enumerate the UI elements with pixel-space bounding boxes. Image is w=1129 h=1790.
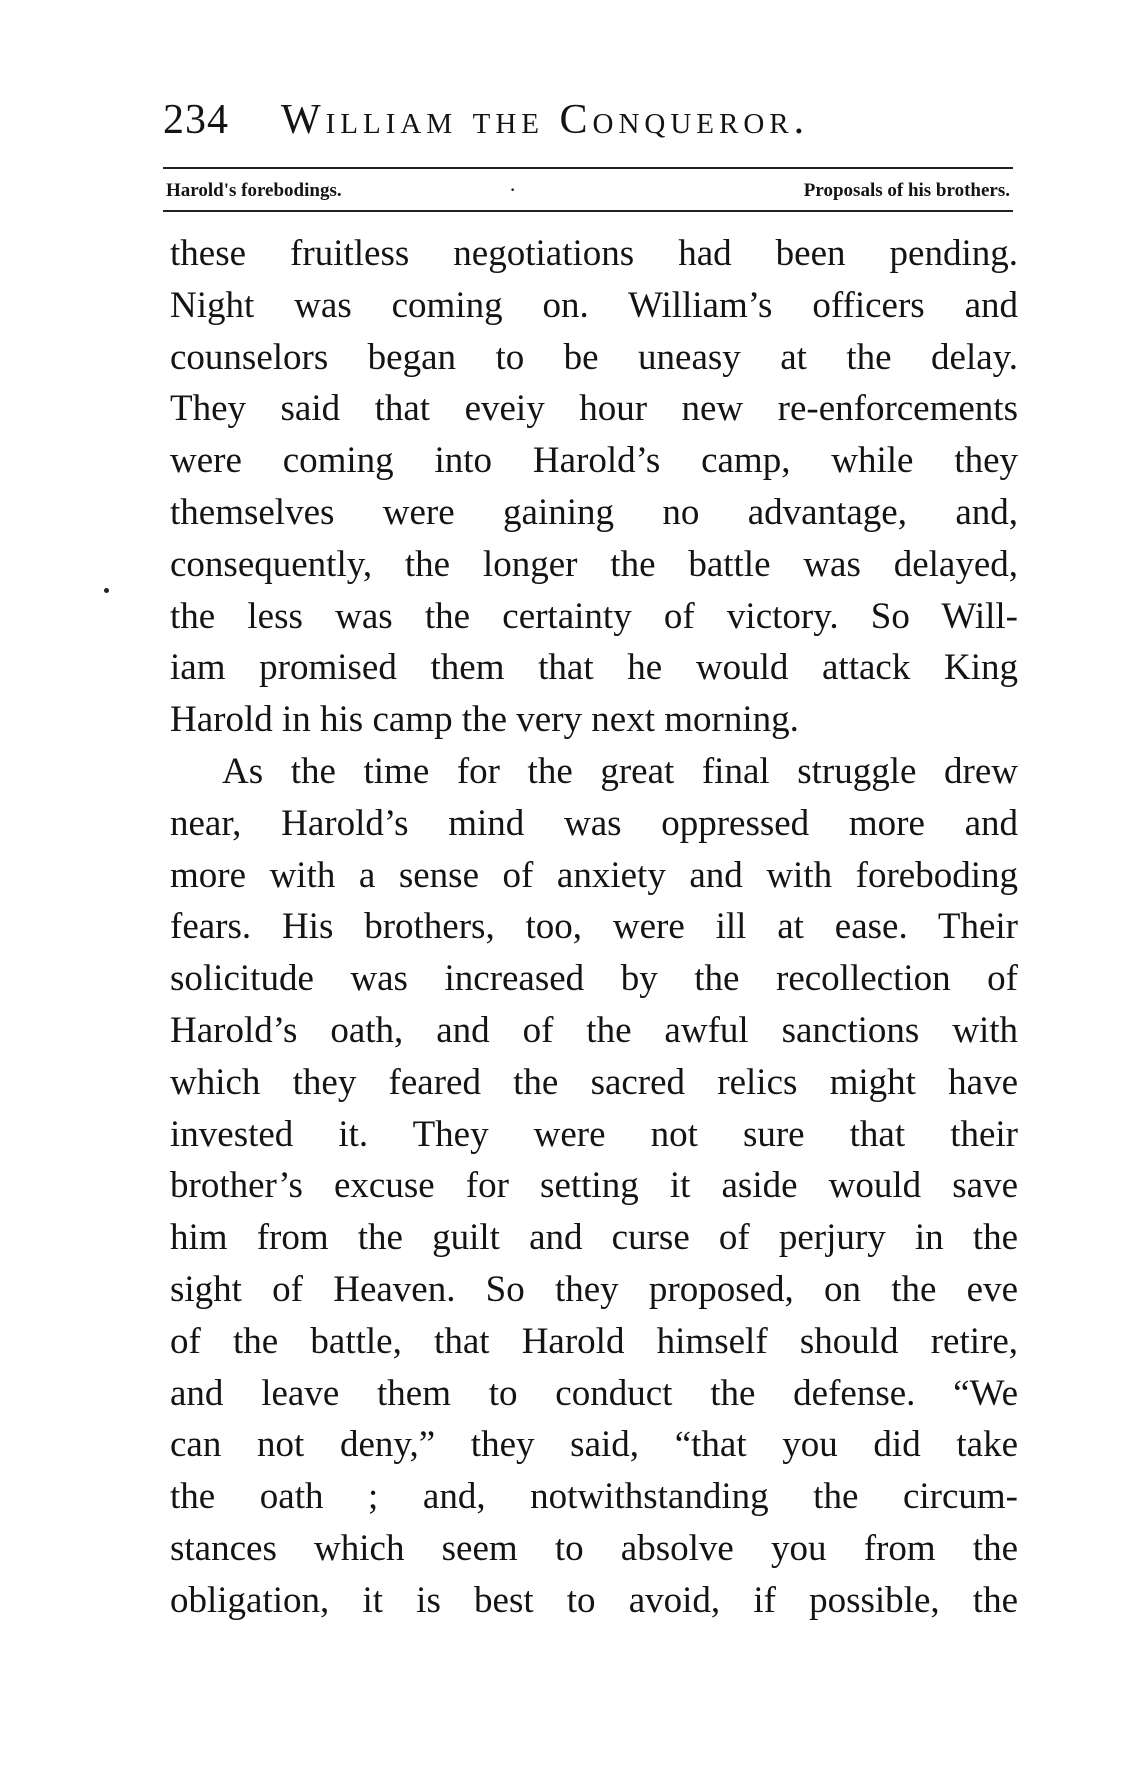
paragraph-2 (170, 746, 1018, 1627)
text-line: fears. His brothers, too, were ill at ease. Their (170, 906, 1018, 948)
text-line: more with a sense of anxiety and with foreboding (170, 854, 1018, 896)
text-line: the oath ; and, notwithstanding the circum- (170, 1476, 1018, 1518)
center-mark: · (510, 182, 516, 199)
text-line: obligation, it is best to avoid, if possible, the (170, 1579, 1018, 1621)
page-number: 234 (163, 97, 229, 143)
text-line: can not deny,” they said, “that you did take (170, 1424, 1018, 1466)
text-line: were coming into Harold’s camp, while they (170, 440, 1018, 482)
text-line: Harold in his camp the very next morning. (170, 699, 799, 741)
text-line: iam promised them that he would attack King (170, 647, 1018, 689)
running-head (163, 96, 1023, 152)
body-text (170, 228, 1018, 1627)
topic-bar (166, 176, 1010, 206)
text-line: As the time for the great final struggle drew (222, 750, 1018, 792)
text-line: Night was coming on. William’s officers and (170, 284, 1018, 326)
text-line: of the battle, that Harold himself should retire, (170, 1320, 1018, 1362)
text-line: and leave them to conduct the defense. “We (170, 1372, 1018, 1414)
text-line: the less was the certainty of victory. So Will- (170, 595, 1018, 637)
right-topic: Proposals of his brothers. (803, 180, 1010, 201)
text-line: solicitude was increased by the recollection of (170, 958, 1018, 1000)
header-rule-top (163, 167, 1013, 169)
text-line: themselves were gaining no advantage, and, (170, 491, 1018, 533)
text-line: counselors began to be uneasy at the delay. (170, 336, 1018, 378)
text-line: these fruitless negotiations had been pending. (170, 233, 1018, 274)
text-line: near, Harold’s mind was oppressed more and (170, 802, 1018, 844)
text-line: They said that eveiy hour new re-enforcements (170, 388, 1018, 430)
text-line: stances which seem to absolve you from the (170, 1527, 1018, 1569)
text-line: sight of Heaven. So they proposed, on the eve (170, 1268, 1018, 1310)
text-line: invested it. They were not sure that their (170, 1113, 1018, 1155)
left-topic: Harold's forebodings. (166, 180, 342, 201)
text-line: Harold’s oath, and of the awful sanctions with (170, 1009, 1018, 1051)
text-line: brother’s excuse for setting it aside would save (170, 1165, 1018, 1207)
text-line: consequently, the longer the battle was delayed, (170, 543, 1018, 585)
header-rule-bottom (163, 210, 1013, 212)
margin-mark (104, 588, 109, 593)
text-line: which they feared the sacred relics might have (170, 1061, 1018, 1103)
paragraph-1 (170, 228, 1018, 746)
text-line: him from the guilt and curse of perjury in the (170, 1217, 1018, 1259)
book-title: William the Conqueror. (281, 97, 810, 143)
